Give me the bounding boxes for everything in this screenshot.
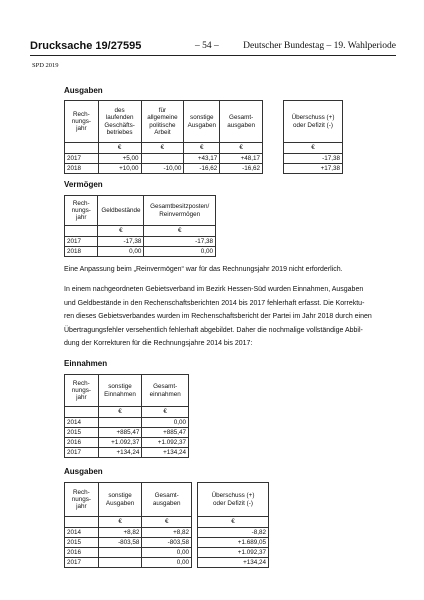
- col-header: für allgemeine politische Arbeit: [141, 101, 184, 143]
- paragraph-line: In einem nachgeordneten Gebietsverband im Bezirk Hessen-Süd wurden Einnahmen, Ausgaben: [64, 286, 364, 293]
- value-cell: -17,38: [98, 237, 144, 247]
- unit-row: [65, 226, 216, 237]
- table-row: [65, 247, 216, 257]
- vermoegen-table: [64, 195, 216, 257]
- section-label: SPD 2019: [32, 62, 59, 69]
- value-cell: +17,38: [284, 164, 343, 174]
- year-cell: 2015: [65, 428, 99, 438]
- col-header: Rech- nungs- jahr: [65, 196, 98, 226]
- unit-cell: €: [284, 143, 343, 154]
- unit-cell: €: [142, 407, 189, 418]
- value-cell: 0,00: [142, 558, 192, 568]
- value-cell: -803,58: [142, 538, 192, 548]
- year-cell: 2014: [65, 528, 99, 538]
- year-cell: 2015: [65, 538, 99, 548]
- value-cell: -8,82: [198, 528, 269, 538]
- year-cell: 2018: [65, 247, 98, 257]
- unit-cell: €: [98, 407, 142, 418]
- col-header: Überschuss (+) oder Defizit (-): [198, 483, 269, 517]
- einnahmen-table: [64, 374, 189, 458]
- value-cell: -803,58: [98, 538, 142, 548]
- ausgaben-heading: Ausgaben: [64, 86, 103, 95]
- value-cell: 0,00: [142, 418, 189, 428]
- value-cell: [141, 154, 184, 164]
- value-cell: +1.092,37: [142, 438, 189, 448]
- value-cell: +1.092,37: [98, 438, 142, 448]
- publisher: Deutscher Bundestag – 19. Wahlperiode: [243, 41, 396, 51]
- year-cell: 2016: [65, 438, 99, 448]
- value-cell: -16,62: [220, 164, 263, 174]
- value-cell: +134,24: [142, 448, 189, 458]
- year-cell: 2017: [65, 448, 99, 458]
- table-row: [65, 154, 263, 164]
- year-cell: 2017: [65, 154, 99, 164]
- col-header: sonstige Ausgaben: [184, 101, 220, 143]
- ausgaben-table-2: [64, 482, 192, 568]
- col-header: Rech- nungs- jahr: [65, 101, 99, 143]
- col-header: sonstige Ausgaben: [98, 483, 142, 517]
- value-cell: +1.092,37: [198, 548, 269, 558]
- value-cell: +43,17: [184, 154, 220, 164]
- table-header-row: [65, 483, 192, 517]
- value-cell: -16,62: [184, 164, 220, 174]
- value-cell: +885,47: [98, 428, 142, 438]
- unit-row: [65, 517, 192, 528]
- table-header-row: [65, 196, 216, 226]
- paragraph-line: dung der Korrekturen für die Rechnungsjahre 2014 bis 2017:: [64, 340, 253, 347]
- table-header-row: [65, 375, 189, 407]
- value-cell: +885,47: [142, 428, 189, 438]
- unit-cell: €: [220, 143, 263, 154]
- table-row: [65, 164, 263, 174]
- col-header: Gesamt- einnahmen: [142, 375, 189, 407]
- col-header: des laufenden Geschäfts- betriebes: [98, 101, 141, 143]
- value-cell: +5,00: [98, 154, 141, 164]
- value-cell: [98, 558, 142, 568]
- value-cell: +134,24: [98, 448, 142, 458]
- year-cell: 2016: [65, 548, 99, 558]
- ausgaben-table: [64, 100, 263, 174]
- table-row: [65, 538, 192, 548]
- table-row: [65, 418, 189, 428]
- col-header: Gesamt- ausgaben: [142, 483, 192, 517]
- value-cell: +48,17: [220, 154, 263, 164]
- table-row: [65, 558, 192, 568]
- unit-cell: €: [142, 517, 192, 528]
- paragraph-line: und Geldbestände in den Rechenschaftsberichten 2014 bis 2017 fehlerhaft erfasst. Die Korrektu-: [64, 299, 365, 307]
- value-cell: 0,00: [98, 247, 144, 257]
- value-cell: [98, 418, 142, 428]
- table-row: [65, 528, 192, 538]
- value-cell: +10,00: [98, 164, 141, 174]
- year-cell: 2017: [65, 237, 98, 247]
- paragraph-line: Übertragungsfehler versehentlich fehlerhaft abgebildet. Daher die nochmalige vollständige Abbil-: [64, 326, 363, 334]
- body-paragraph: [64, 283, 394, 351]
- header-rule: [30, 55, 396, 56]
- table-row: [65, 548, 192, 558]
- value-cell: [98, 548, 142, 558]
- col-header: Gesamt- ausgaben: [220, 101, 263, 143]
- unit-cell: €: [184, 143, 220, 154]
- value-cell: -10,00: [141, 164, 184, 174]
- unit-row: [65, 407, 189, 418]
- ueberschuss-table: [283, 100, 343, 174]
- year-cell: 2017: [65, 558, 99, 568]
- year-cell: 2018: [65, 164, 99, 174]
- table-row: [65, 438, 189, 448]
- page-header: [30, 40, 396, 54]
- unit-cell: €: [98, 517, 142, 528]
- table-row: [65, 428, 189, 438]
- document-number: Drucksache 19/27595: [30, 40, 142, 52]
- ausgaben-heading: Ausgaben: [64, 467, 103, 476]
- col-header: Gesamtbesitzposten/ Reinvermögen: [144, 196, 216, 226]
- note-text: Eine Anpassung beim „Reinvermögen“ war für das Rechnungsjahr 2019 nicht erforderlich.: [64, 266, 343, 273]
- unit-cell: €: [98, 226, 144, 237]
- table-header-row: [65, 101, 263, 143]
- col-header: Geldbestände: [98, 196, 144, 226]
- year-cell: 2014: [65, 418, 99, 428]
- ueberschuss-table-2: [197, 482, 269, 568]
- unit-cell: €: [141, 143, 184, 154]
- unit-cell: €: [144, 226, 216, 237]
- value-cell: +134,24: [198, 558, 269, 568]
- paragraph-line: ren dieses Gebietsverbandes wurden im Rechenschaftsbericht der Partei im Jahr 2018 durch einen: [64, 313, 372, 320]
- vermoegen-heading: Vermögen: [64, 180, 103, 189]
- unit-cell: €: [98, 143, 141, 154]
- value-cell: -17,38: [144, 237, 216, 247]
- value-cell: +1.689,05: [198, 538, 269, 548]
- value-cell: +8,82: [98, 528, 142, 538]
- table-row: [65, 448, 189, 458]
- einnahmen-heading: Einnahmen: [64, 359, 108, 368]
- col-header: Rech- nungs- jahr: [65, 483, 99, 517]
- value-cell: 0,00: [142, 548, 192, 558]
- table-row: [65, 237, 216, 247]
- page-number: – 54 –: [195, 41, 219, 51]
- value-cell: 0,00: [144, 247, 216, 257]
- col-header: Überschuss (+) oder Defizit (-): [284, 101, 343, 143]
- value-cell: -17,38: [284, 154, 343, 164]
- unit-row: [65, 143, 263, 154]
- col-header: Rech- nungs- jahr: [65, 375, 99, 407]
- value-cell: +8,82: [142, 528, 192, 538]
- col-header: sonstige Einnahmen: [98, 375, 142, 407]
- unit-cell: €: [198, 517, 269, 528]
